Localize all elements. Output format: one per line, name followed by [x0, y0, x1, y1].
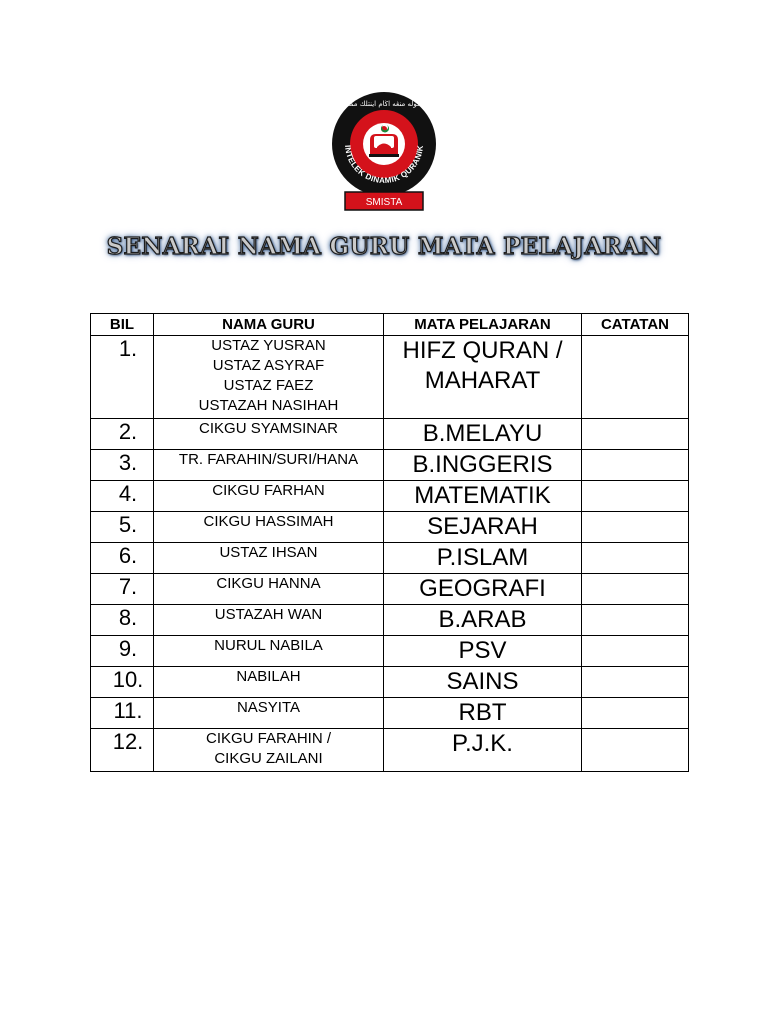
header-catatan: CATATAN [582, 314, 689, 336]
page-title: SENARAI NAMA GURU MATA PELAJARAN [106, 233, 662, 260]
teacher-name: CIKGU ZAILANI [214, 750, 323, 767]
cell-bil: 10. [91, 667, 154, 698]
crest-top-script: سكوله منڠه اڬام اينتلك ممڬم [341, 100, 427, 108]
cell-bil: 7. [91, 574, 154, 605]
cell-catatan [582, 605, 689, 636]
crest-banner-text: SMISTA [365, 197, 403, 208]
cell-nama-guru: NASYITA [154, 698, 384, 729]
cell-catatan [582, 698, 689, 729]
cell-mata-pelajaran: SAINS [384, 667, 582, 698]
table-row [91, 729, 689, 772]
table-row [91, 574, 689, 605]
table-row [91, 605, 689, 636]
table-header-row [91, 314, 689, 336]
table-row [91, 481, 689, 512]
cell-mata-pelajaran: P.J.K. [384, 729, 582, 772]
teacher-name: USTAZ YUSRAN [211, 337, 326, 354]
header-mata-pelajaran: MATA PELAJARAN [384, 314, 582, 336]
teacher-name: USTAZ FAEZ [223, 377, 314, 394]
teacher-name: USTAZ ASYRAF [212, 357, 325, 374]
cell-catatan [582, 481, 689, 512]
table-row [91, 512, 689, 543]
subject-name: HIFZ QURAN / [402, 337, 563, 364]
cell-mata-pelajaran: B.INGGERIS [384, 450, 582, 481]
cell-nama-guru: TR. FARAHIN/SURI/HANA [154, 450, 384, 481]
school-crest-logo [327, 92, 441, 214]
cell-catatan [582, 729, 689, 772]
cell-catatan [582, 574, 689, 605]
cell-mata-pelajaran: P.ISLAM [384, 543, 582, 574]
cell-nama-guru: CIKGU HANNA [154, 574, 384, 605]
crest-ring-text: INTELEK DINAMIK QURANIK [343, 144, 426, 186]
cell-nama-guru: CIKGU HASSIMAH [154, 512, 384, 543]
cell-nama-guru: USTAZAH WAN [154, 605, 384, 636]
subject-name: MAHARAT [424, 367, 541, 394]
cell-nama-guru: NABILAH [154, 667, 384, 698]
table-row [91, 543, 689, 574]
cell-bil: 3. [91, 450, 154, 481]
cell-mata-pelajaran: RBT [384, 698, 582, 729]
cell-catatan [582, 512, 689, 543]
header-nama-guru: NAMA GURU [154, 314, 384, 336]
cell-bil: 1. [91, 336, 154, 419]
teacher-name: USTAZAH NASIHAH [198, 397, 339, 414]
cell-nama-guru [154, 729, 384, 772]
cell-mata-pelajaran: B.MELAYU [384, 419, 582, 450]
header-bil: BIL [91, 314, 154, 336]
cell-nama-guru [154, 336, 384, 419]
cell-mata-pelajaran: PSV [384, 636, 582, 667]
cell-bil: 8. [91, 605, 154, 636]
table-row [91, 636, 689, 667]
cell-mata-pelajaran [384, 336, 582, 419]
cell-bil: 2. [91, 419, 154, 450]
cell-bil: 4. [91, 481, 154, 512]
teacher-name: CIKGU FARAHIN / [205, 730, 332, 747]
cell-catatan [582, 336, 689, 419]
cell-bil: 9. [91, 636, 154, 667]
table-row [91, 419, 689, 450]
cell-mata-pelajaran: GEOGRAFI [384, 574, 582, 605]
cell-mata-pelajaran: MATEMATIK [384, 481, 582, 512]
cell-bil: 5. [91, 512, 154, 543]
cell-bil: 11. [91, 698, 154, 729]
table-body [91, 336, 689, 772]
table-row [91, 667, 689, 698]
cell-catatan [582, 450, 689, 481]
table-row [91, 698, 689, 729]
cell-mata-pelajaran: B.ARAB [384, 605, 582, 636]
table-row [91, 450, 689, 481]
cell-catatan [582, 419, 689, 450]
teacher-subject-table [90, 313, 689, 772]
cell-catatan [582, 543, 689, 574]
table-row [91, 336, 689, 419]
cell-nama-guru: USTAZ IHSAN [154, 543, 384, 574]
cell-nama-guru: CIKGU SYAMSINAR [154, 419, 384, 450]
cell-bil: 6. [91, 543, 154, 574]
cell-nama-guru: CIKGU FARHAN [154, 481, 384, 512]
cell-catatan [582, 667, 689, 698]
cell-mata-pelajaran: SEJARAH [384, 512, 582, 543]
cell-catatan [582, 636, 689, 667]
cell-nama-guru: NURUL NABILA [154, 636, 384, 667]
cell-bil: 12. [91, 729, 154, 772]
